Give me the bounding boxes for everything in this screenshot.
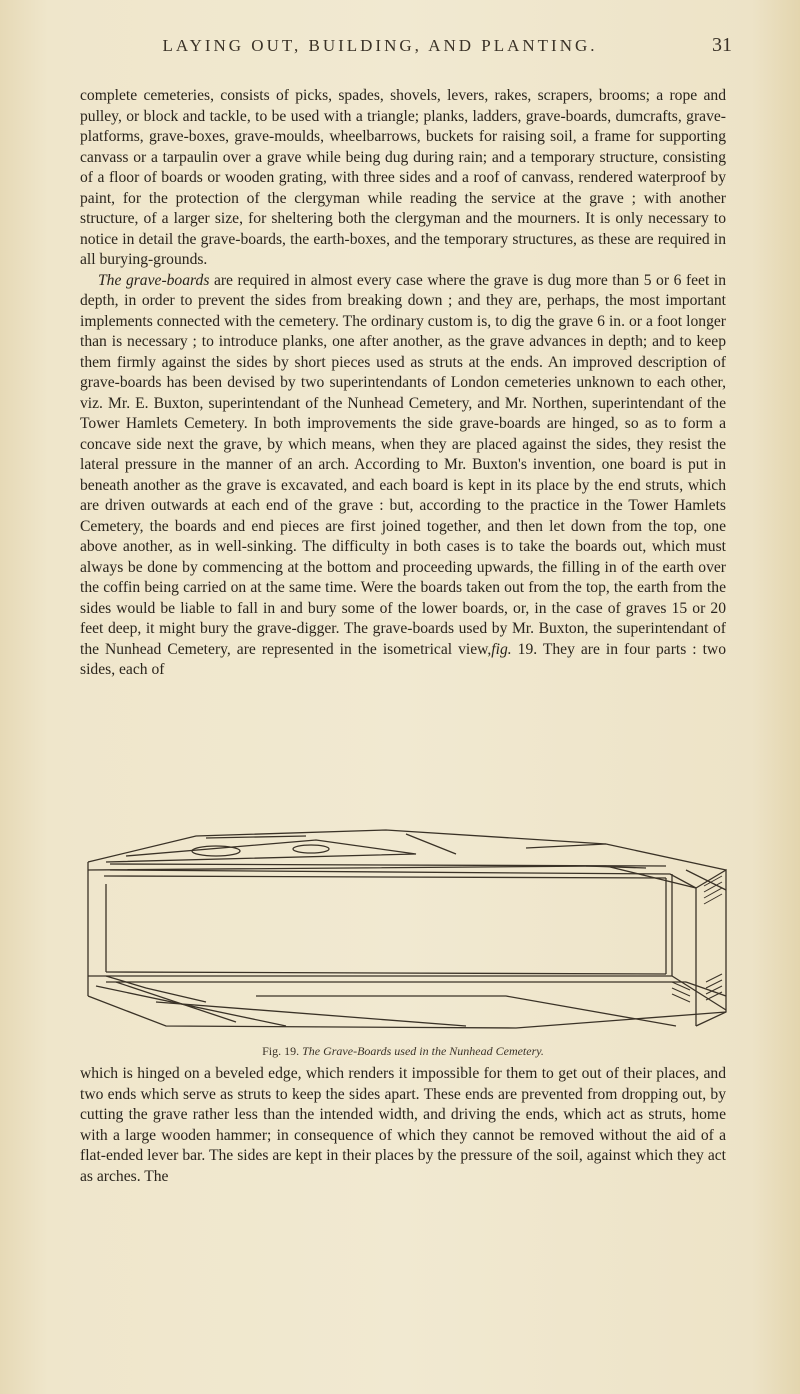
paragraph-2-tail: 19. They are in four parts : two sides, each of	[80, 640, 726, 678]
figure-label: Fig. 19.	[262, 1044, 300, 1058]
figure-caption	[80, 1044, 726, 1059]
figure-reference: fig.	[491, 640, 512, 658]
paragraph-1: complete cemeteries, consists of picks, spades, shovels, levers, rakes, scrapers, brooms; a rope and pulley, or block and tackle, to be used with a triangle; planks, ladders, grave-boards, dumcrafts, grave-platforms, grave-boxes, grave-moulds, wheelbarrows, buckets for raising soil, a frame for supporting canvass or a tarpaulin over a grave while being dug during rain; and a temporary structure, consisting of a floor of boards or wooden grating, with three sides and a roof of canvass, rendered waterproof by paint, for the protection of the clergyman while reading the service at the grave ; with another structure, of a larger size, for sheltering both the clergyman and the mourners. It is only necessary to notice in detail the grave-boards, the earth-boxes, and the temporary structures, as these are required in all burying-grounds.	[80, 87, 726, 268]
page-number: 31	[712, 34, 732, 56]
figure-19-engraving	[86, 826, 736, 1036]
paragraph-2	[80, 271, 726, 681]
paragraph-3: which is hinged on a beveled edge, which renders it impossible for them to get out of their places, and two ends which serve as struts to keep the sides apart. These ends are prevented from dropping out, by cutting the grave rather less than the intended width, and driving the ends, which act as struts, home with a large wooden hammer; in consequence of which they cannot be removed without the aid of a flat-ended lever bar. The sides are kept in their places by the pressure of the soil, against which they act as arches. The	[80, 1065, 726, 1185]
grave-boards-illustration	[86, 826, 736, 1036]
paragraph-2-term: The grave-boards	[98, 271, 210, 289]
text-block-bottom	[80, 1064, 726, 1187]
running-head: LAYING OUT, BUILDING, AND PLANTING.	[162, 36, 598, 55]
paragraph-2-body: are required in almost every case where the grave is dug more than 5 or 6 feet in depth, in order to prevent the sides from breaking down ; and they are, perhaps, the most important implements connected with the cemetery. The ordinary custom is, to dig the grave 6 in. or a foot longer than is necessary ; to introduce planks, one after another, as the grave advances in depth; and to keep them firmly against the sides by short pieces used as struts at the ends. An improved description of grave-boards has been devised by two superintendants of London cemeteries unknown to each other, viz. Mr. E. Buxton, superintendant of the Nunhead Cemetery, and Mr. Northen, superintendant of the Tower Hamlets Cemetery. In both improvements the side grave-boards are hinged, so as to form a concave side next the grave, by which means, when they are placed against the sides, they resist the lateral pressure in the manner of an arch. According to Mr. Buxton's invention, one board is put in beneath another as the grave is excavated, and each board is kept in its place by the end struts, which are driven outwards at each end of the grave : but, according to the practice in the Tower Hamlets Cemetery, the boards and end pieces are first joined together, and then let down from the top, one above another, as in well-sinking. The difficulty in both cases is to take the boards out, which must always be done by commencing at the bottom and proceeding upwards, the filling in of the earth over the coffin being carried on at the same time. Were the boards taken out from the top, the earth from the sides would be liable to fall in and bury some of the lower boards, or, in the case of graves 15 or 20 feet deep, it might bury the grave-digger. The grave-boards used by Mr. Buxton, the superintendant of the Nunhead Cemetery, are represented in the isometrical view,	[80, 271, 726, 658]
text-block-top	[80, 86, 726, 681]
figure-title: The Grave-Boards used in the Nunhead Cemetery.	[302, 1044, 544, 1058]
